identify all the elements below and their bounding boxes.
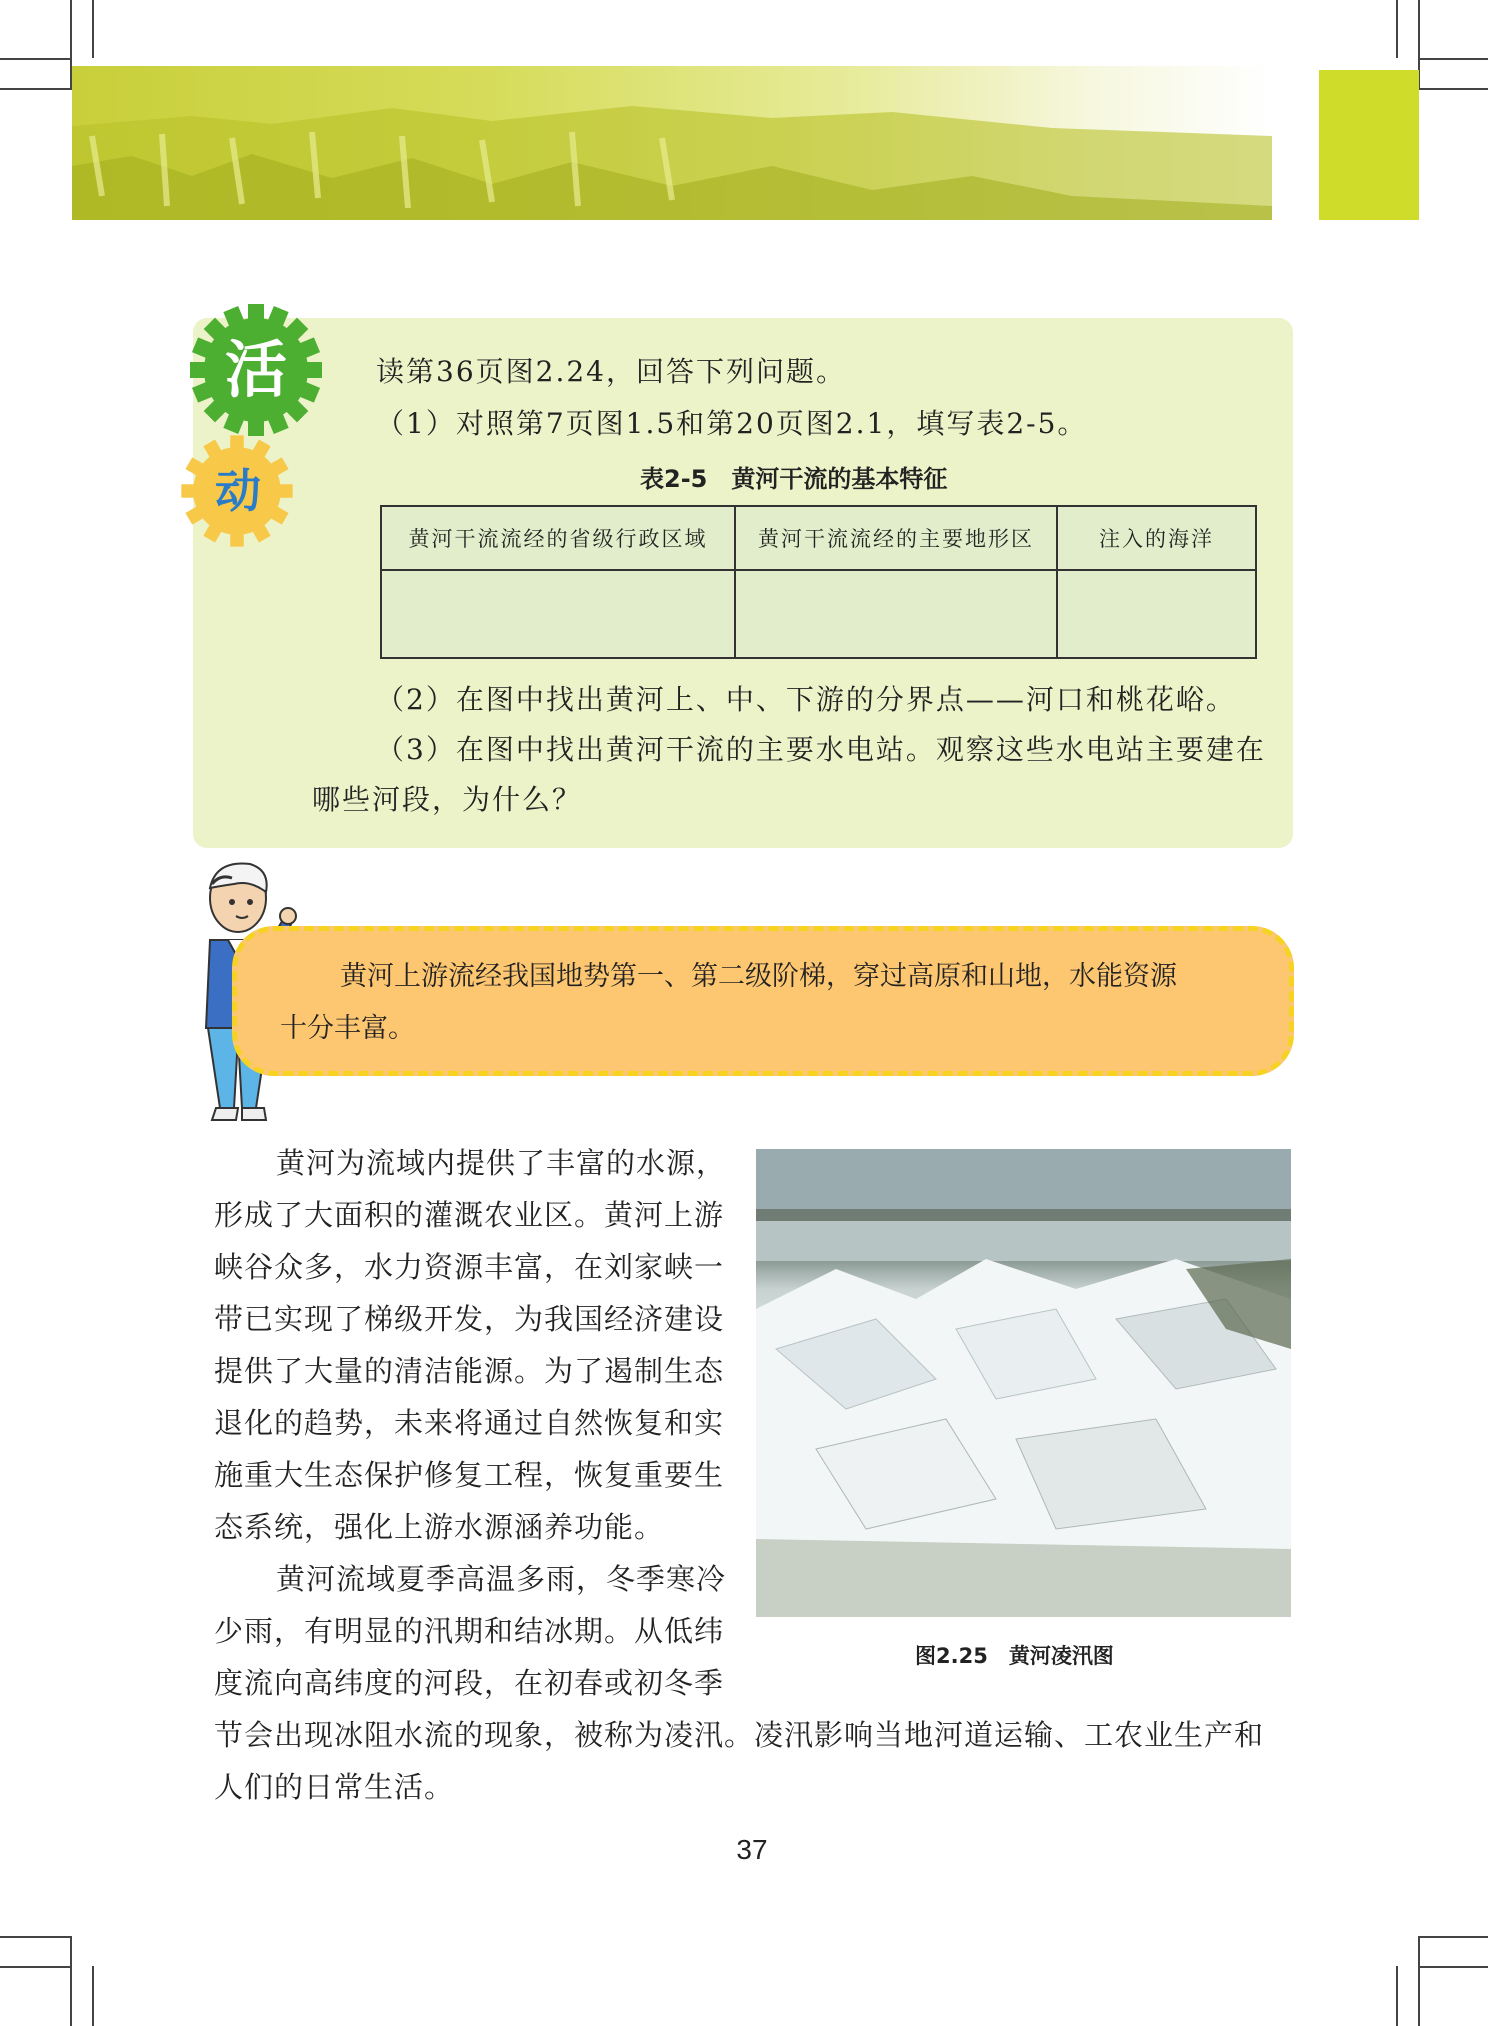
crop-mark (1396, 1966, 1398, 2026)
body-line: 度流向高纬度的河段，在初春或初冬季 (214, 1666, 725, 1700)
crop-mark (1418, 1936, 1488, 1938)
chapter-tab-marker (1319, 70, 1419, 220)
body-line: 退化的趋势，未来将通过自然恢复和实 (214, 1406, 725, 1440)
crop-mark (92, 1966, 94, 2026)
body-line: 带已实现了梯级开发，为我国经济建设 (214, 1302, 725, 1336)
body-line: 提供了大量的清洁能源。为了遏制生态 (214, 1354, 725, 1388)
bubble-line-2: 十分丰富。 (280, 1013, 415, 1044)
table-header-landforms: 黄河干流流经的主要地形区 (735, 506, 1057, 570)
body-line: 人们的日常生活。 (214, 1770, 455, 1804)
activity-badge-char-1: 活 (224, 333, 287, 406)
crop-mark (0, 58, 70, 60)
ice-chunks-illustration (756, 1149, 1291, 1617)
activity-question-1: （1）对照第7页图1.5和第20页图2.1，填写表2-5。 (376, 407, 1088, 440)
ice-flood-photo (756, 1149, 1291, 1617)
crop-mark (70, 1936, 72, 2026)
activity-intro: 读第36页图2.24，回答下列问题。 (376, 355, 846, 388)
activity-question-3: （3）在图中找出黄河干流的主要水电站。观察这些水电站主要建在 (376, 733, 1266, 766)
crop-mark (1418, 58, 1488, 60)
table-cell-landforms[interactable] (735, 570, 1057, 658)
crop-mark (1396, 0, 1398, 58)
crop-mark (1418, 1936, 1420, 2026)
features-table (380, 505, 1257, 659)
body-line: 少雨，有明显的汛期和结冰期。从低纬 (214, 1614, 725, 1648)
header-banner (72, 66, 1272, 220)
body-line: 形成了大面积的灌溉农业区。黄河上游 (214, 1198, 725, 1232)
activity-badge-char-2: 动 (215, 464, 261, 518)
table-header-ocean: 注入的海洋 (1057, 506, 1256, 570)
crop-mark (0, 1966, 70, 1968)
crop-mark (92, 0, 94, 58)
crop-mark (0, 1936, 70, 1938)
body-line: 黄河为流域内提供了丰富的水源， (276, 1146, 727, 1180)
activity-question-3-cont: 哪些河段，为什么？ (312, 783, 583, 816)
table-cell-provinces[interactable] (381, 570, 735, 658)
page-number: 37 (736, 1834, 768, 1865)
body-line: 施重大生态保护修复工程，恢复重要生 (214, 1458, 725, 1492)
canyon-illustration (72, 66, 1272, 220)
body-line: 节会出现冰阻水流的现象，被称为凌汛。凌汛影响当地河道运输、工农业生产和 (214, 1718, 1265, 1752)
body-line: 峡谷众多，水力资源丰富，在刘家峡一 (214, 1250, 725, 1284)
body-line: 态系统，强化上游水源涵养功能。 (214, 1510, 665, 1544)
table-cell-ocean[interactable] (1057, 570, 1256, 658)
crop-mark (1418, 88, 1488, 90)
table-header-provinces: 黄河干流流经的省级行政区域 (381, 506, 735, 570)
crop-mark (1418, 1966, 1488, 1968)
table-caption: 表2-5 黄河干流的基本特征 (640, 465, 948, 493)
activity-question-2: （2）在图中找出黄河上、中、下游的分界点——河口和桃花峪。 (376, 683, 1236, 716)
body-line: 黄河流域夏季高温多雨，冬季寒冷 (276, 1562, 727, 1596)
crop-mark (0, 88, 70, 90)
bubble-line-1: 黄河上游流经我国地势第一、第二级阶梯，穿过高原和山地，水能资源 (340, 961, 1177, 992)
figure-caption: 图2.25 黄河凌汛图 (915, 1644, 1114, 1668)
